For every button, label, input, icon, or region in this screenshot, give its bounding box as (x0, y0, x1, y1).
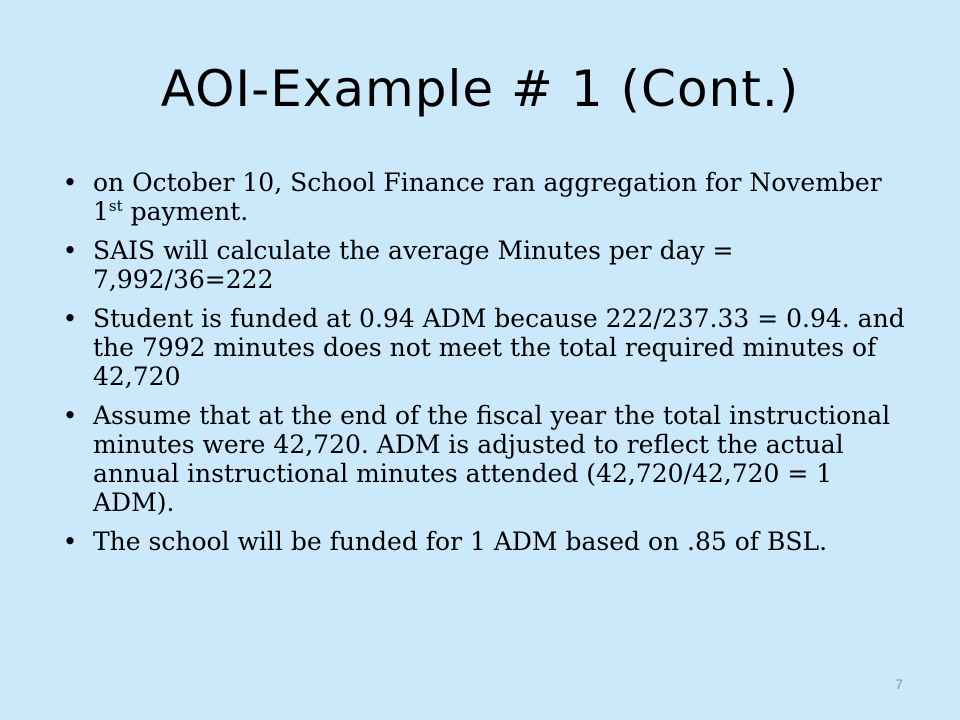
bullet-list (60, 168, 910, 566)
bullet-icon: • (62, 401, 78, 430)
bullet-text: on October 10, School Finance ran aggregation for November 1 (93, 168, 882, 226)
bullet-icon: • (62, 527, 78, 556)
bullet-item (60, 401, 910, 517)
bullet-superscript: st (108, 197, 123, 215)
bullet-text: SAIS will calculate the average Minutes per day = 7,992/36=222 (93, 236, 734, 294)
bullet-text-continued: payment. (122, 197, 249, 226)
bullet-item (60, 527, 910, 556)
bullet-text: Assume that at the end of the fiscal year the total instructional minutes were 42,720. ADM is adjusted to reflect the actual annual instructional minutes attended (42,720/42,720 = 1 ADM). (93, 401, 891, 517)
page-number: 7 (895, 676, 903, 692)
slide-title: AOI-Example # 1 (Cont.) (160, 60, 800, 118)
bullet-item (60, 236, 910, 294)
bullet-icon: • (62, 304, 78, 333)
bullet-text: The school will be funded for 1 ADM based on .85 of BSL. (93, 527, 828, 556)
bullet-icon: • (62, 236, 78, 265)
bullet-item (60, 168, 910, 226)
bullet-icon: • (62, 168, 78, 197)
bullet-item (60, 304, 910, 391)
bullet-text: Student is funded at 0.94 ADM because 222/237.33 = 0.94. and the 7992 minutes does not meet the total required minutes of 42,720 (93, 304, 905, 391)
